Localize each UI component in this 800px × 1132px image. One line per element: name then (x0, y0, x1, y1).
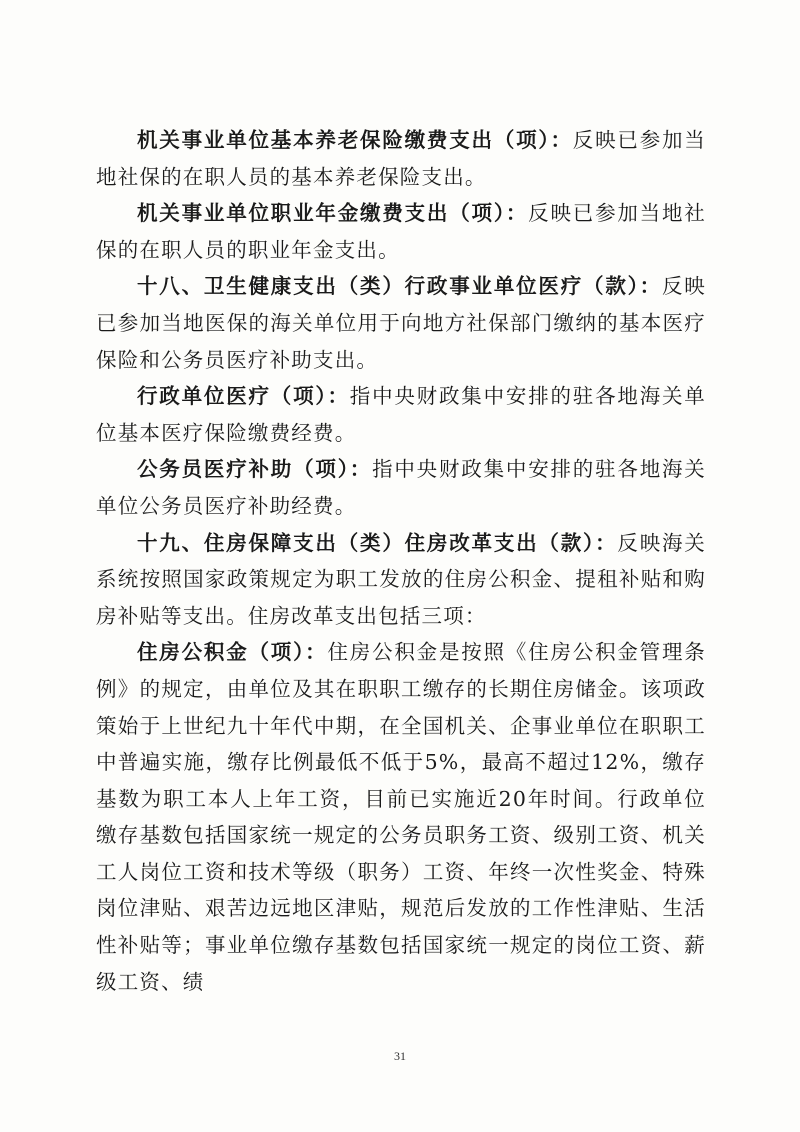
paragraph-text: 住房公积金是按照《住房公积金管理条例》的规定，由单位及其在职职工缴存的长期住房储金。该项政策始于上世纪九十年代中期，在全国机关、企事业单位在职职工中普遍实施，缴存比例最低不低于5%，最高不超过12%，缴存基数为职工本人上年工资，目前已实施近20年时间。行政单位缴存基数包括国家统一规定的公务员职务工资、级别工资、机关工人岗位工资和技术等级（职务）工资、年终一次性奖金、特殊岗位津贴、艰苦边远地区津贴，规范后发放的工作性津贴、生活性补贴等；事业单位缴存基数包括国家统一规定的岗位工资、薪级工资、绩 (96, 640, 706, 994)
paragraph-term: 公务员医疗补助（项）： (137, 457, 373, 482)
paragraph-housing-fund (96, 634, 706, 1000)
paragraph-text: 反映已参加当地医保的海关单位用于向地方社保部门缴纳的基本医疗保险和公务员医疗补助支出。 (96, 274, 706, 372)
paragraph-occupational-annuity (96, 195, 706, 268)
paragraph-housing-expenditure (96, 525, 706, 635)
paragraph-term: 十九、住房保障支出（类）住房改革支出（款）： (137, 530, 618, 555)
paragraph-term: 行政单位医疗（项）： (137, 384, 350, 409)
page-number: 31 (394, 1049, 406, 1063)
paragraph-civil-servant-medical (96, 451, 706, 524)
paragraph-term: 机关事业单位职业年金缴费支出（项）： (137, 201, 529, 226)
paragraph-text: 反映海关系统按照国家政策规定为职工发放的住房公积金、提租补贴和购房补贴等支出。住房改革支出包括三项： (96, 530, 706, 628)
paragraph-text: 指中央财政集中安排的驻各地海关单位公务员医疗补助经费。 (96, 457, 707, 518)
paragraph-term: 住房公积金（项）： (137, 640, 328, 665)
paragraph-term: 十八、卫生健康支出（类）行政事业单位医疗（款）： (137, 274, 662, 299)
paragraph-text: 指中央财政集中安排的驻各地海关单位基本医疗保险缴费经费。 (96, 384, 707, 445)
document-body (96, 122, 706, 1000)
paragraph-term: 机关事业单位基本养老保险缴费支出（项）： (137, 128, 573, 152)
paragraph-admin-medical (96, 378, 706, 451)
paragraph-text: 反映已参加当地社保的在职人员的职业年金支出。 (96, 201, 706, 262)
paragraph-pension-contribution (96, 122, 706, 195)
paragraph-text: 反映已参加当地社保的在职人员的基本养老保险支出。 (96, 128, 707, 189)
paragraph-health-expenditure (96, 268, 706, 378)
